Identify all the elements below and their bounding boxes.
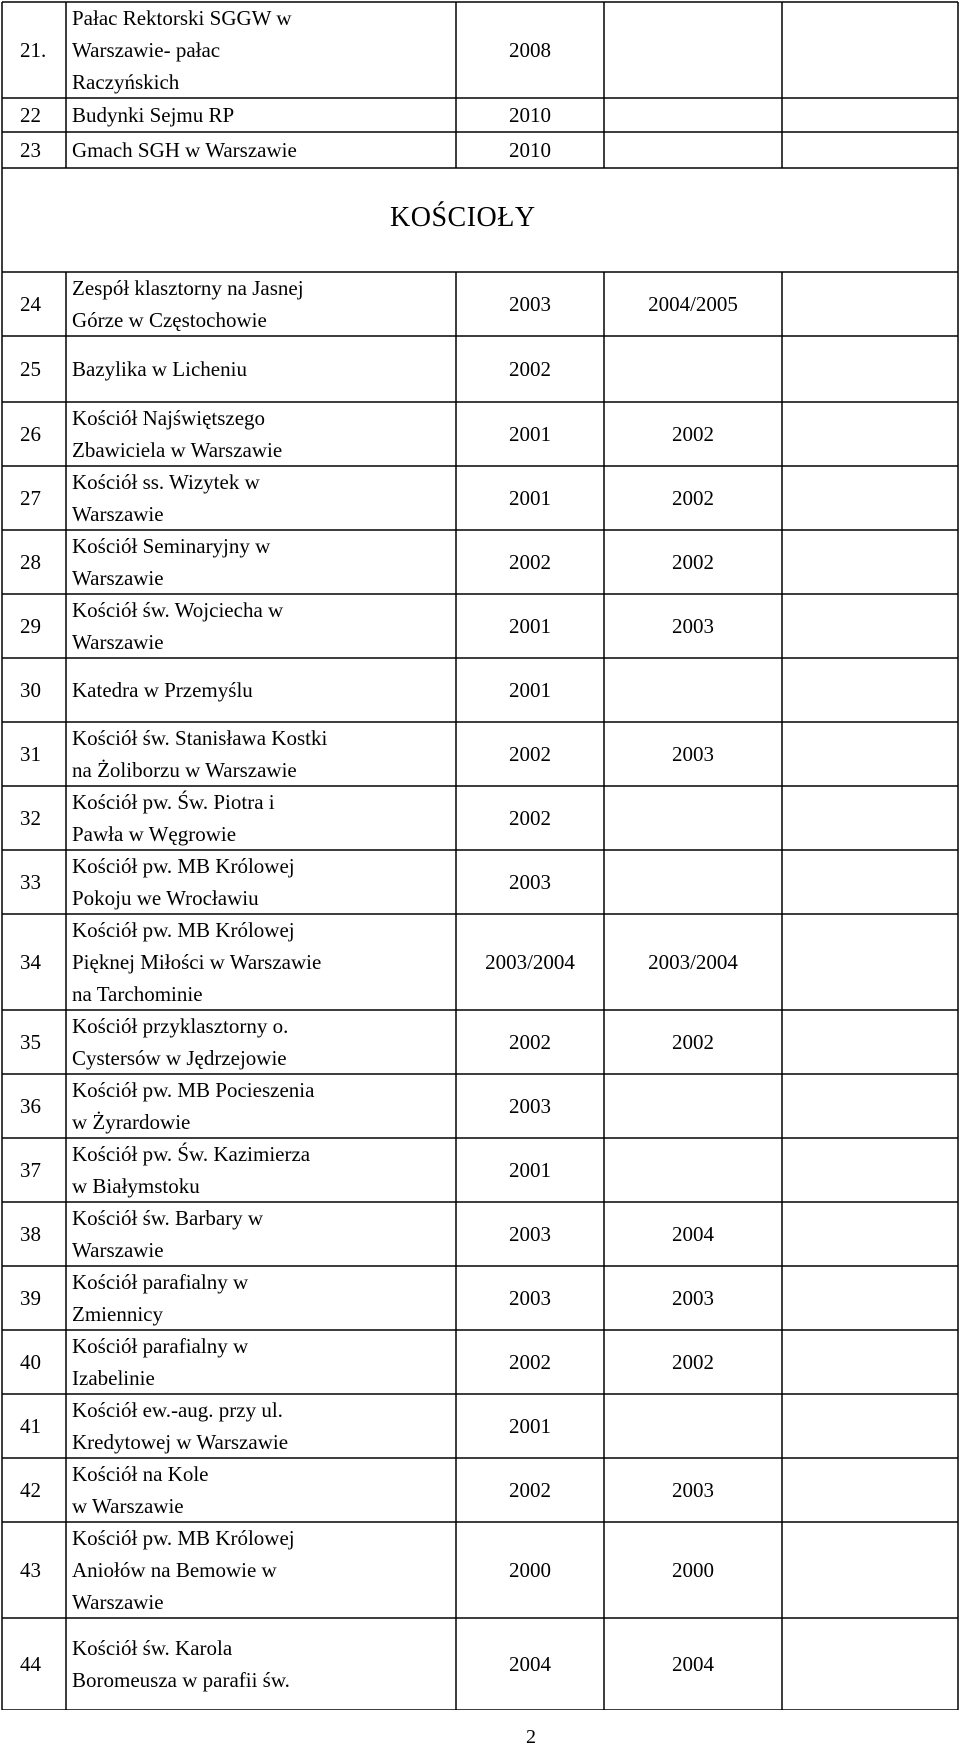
row-number: 28 — [20, 550, 41, 574]
row-year-1: 2001 — [509, 1414, 551, 1438]
row-number: 36 — [20, 1094, 41, 1118]
row-year-1: 2002 — [509, 1350, 551, 1374]
row-year-1: 2002 — [509, 357, 551, 381]
table-row — [0, 1618, 960, 1710]
row-number: 26 — [20, 422, 41, 446]
row-number: 43 — [20, 1558, 41, 1582]
table-row — [0, 1074, 960, 1138]
row-year-1: 2002 — [509, 550, 551, 574]
row-name: Kościół pw. MB Królowej Pokoju we Wrocławiu — [72, 854, 295, 910]
section-heading-koscioly: KOŚCIOŁY — [390, 202, 536, 233]
table-row — [0, 98, 960, 132]
row-year-1: 2002 — [509, 1478, 551, 1502]
row-year-2: 2003 — [672, 742, 714, 766]
table-row — [0, 1266, 960, 1330]
row-name: Gmach SGH w Warszawie — [72, 138, 297, 162]
row-year-2 — [604, 1394, 782, 1458]
row-year-1: 2003 — [509, 1286, 551, 1310]
table-row — [0, 1330, 960, 1394]
table-row — [0, 530, 960, 594]
table-row — [0, 1522, 960, 1618]
row-name: Kościół parafialny w Izabelinie — [72, 1334, 249, 1390]
row-name: Katedra w Przemyślu — [72, 678, 253, 702]
table-row — [0, 272, 960, 336]
row-year-2 — [604, 786, 782, 850]
table-row — [0, 1394, 960, 1458]
row-year-1: 2000 — [509, 1558, 551, 1582]
row-year-1: 2001 — [509, 678, 551, 702]
row-year-2: 2004 — [672, 1222, 714, 1246]
row-name: Kościół pw. Św. Kazimierza w Białymstoku — [72, 1142, 311, 1198]
row-number: 22 — [20, 103, 41, 127]
table-row — [0, 466, 960, 530]
table-row — [0, 658, 960, 722]
table-row — [0, 1138, 960, 1202]
row-year-1: 2001 — [509, 422, 551, 446]
row-year-2 — [604, 850, 782, 914]
row-year-2: 2003 — [672, 1286, 714, 1310]
row-number: 29 — [20, 614, 41, 638]
row-name: Zespół klasztorny na Jasnej Górze w Częstochowie — [72, 276, 304, 332]
row-year-2 — [604, 658, 782, 722]
table-row — [0, 1202, 960, 1266]
row-number: 39 — [20, 1286, 41, 1310]
row-number: 25 — [20, 357, 41, 381]
row-year-1: 2001 — [509, 1158, 551, 1182]
row-year-2: 2002 — [672, 1350, 714, 1374]
row-year-2 — [604, 336, 782, 402]
table-row — [0, 132, 960, 168]
row-year-2: 2000 — [672, 1558, 714, 1582]
row-number: 40 — [20, 1350, 41, 1374]
row-year-2 — [604, 2, 782, 98]
row-year-1: 2003 — [509, 870, 551, 894]
row-number: 33 — [20, 870, 41, 894]
table-row — [0, 336, 960, 402]
row-year-2: 2002 — [672, 550, 714, 574]
row-year-2 — [604, 132, 782, 168]
row-number: 21. — [20, 38, 47, 62]
row-name: Kościół na Kole w Warszawie — [72, 1462, 209, 1518]
row-number: 30 — [20, 678, 41, 702]
row-name: Kościół św. Karola Boromeusza w parafii św. — [72, 1636, 290, 1692]
row-year-1: 2003/2004 — [485, 950, 575, 974]
row-name: Kościół Najświętszego Zbawiciela w Warszawie — [72, 406, 283, 462]
row-year-2: 2004 — [672, 1652, 714, 1676]
table-row — [0, 1010, 960, 1074]
row-year-2: 2004/2005 — [648, 292, 738, 316]
row-year-1: 2004 — [509, 1652, 551, 1676]
row-year-2 — [604, 1138, 782, 1202]
row-name: Kościół pw. Św. Piotra i Pawła w Węgrowie — [72, 790, 275, 846]
row-number: 42 — [20, 1478, 41, 1502]
row-year-1: 2001 — [509, 486, 551, 510]
table-row — [0, 850, 960, 914]
table-row — [0, 786, 960, 850]
row-number: 24 — [20, 292, 41, 316]
row-name: Kościół pw. MB Królowej Aniołów na Bemowie w Warszawie — [72, 1526, 295, 1614]
row-year-2: 2003 — [672, 1478, 714, 1502]
row-number: 37 — [20, 1158, 41, 1182]
row-year-1: 2010 — [509, 103, 551, 127]
row-year-1: 2002 — [509, 806, 551, 830]
row-number: 41 — [20, 1414, 41, 1438]
row-name: Kościół ss. Wizytek w Warszawie — [72, 470, 260, 526]
row-number: 31 — [20, 742, 41, 766]
row-year-1: 2002 — [509, 1030, 551, 1054]
row-name: Kościół ew.-aug. przy ul. Kredytowej w Warszawie — [72, 1398, 289, 1454]
row-year-2: 2002 — [672, 486, 714, 510]
row-year-2 — [604, 98, 782, 132]
row-name: Pałac Rektorski SGGW w Warszawie- pałac Raczyńskich — [72, 6, 292, 94]
table-row — [0, 2, 960, 98]
row-number: 34 — [20, 950, 41, 974]
row-year-1: 2001 — [509, 614, 551, 638]
row-year-2: 2003 — [672, 614, 714, 638]
table-row — [0, 594, 960, 658]
row-name: Kościół Seminaryjny w Warszawie — [72, 534, 271, 590]
row-name: Kościół parafialny w Zmiennicy — [72, 1270, 249, 1326]
row-year-1: 2008 — [509, 38, 551, 62]
row-year-2: 2002 — [672, 422, 714, 446]
row-number: 35 — [20, 1030, 41, 1054]
row-name: Kościół pw. MB Królowej Pięknej Miłości w Warszawie na Tarchominie — [72, 918, 322, 1006]
table-row — [0, 914, 960, 1010]
row-year-1: 2003 — [509, 1222, 551, 1246]
row-year-1: 2002 — [509, 742, 551, 766]
table-row — [0, 1458, 960, 1522]
row-number: 32 — [20, 806, 41, 830]
table-row — [0, 722, 960, 786]
row-number: 27 — [20, 486, 41, 510]
page-number: 2 — [526, 1726, 536, 1748]
row-name: Kościół św. Barbary w Warszawie — [72, 1206, 264, 1262]
row-year-2: 2002 — [672, 1030, 714, 1054]
row-name: Budynki Sejmu RP — [72, 103, 235, 127]
table-row — [0, 402, 960, 466]
row-number: 38 — [20, 1222, 41, 1246]
row-name: Kościół przyklasztorny o. Cystersów w Jędrzejowie — [72, 1014, 289, 1070]
row-name: Bazylika w Licheniu — [72, 357, 247, 381]
row-year-2: 2003/2004 — [648, 950, 738, 974]
row-year-1: 2003 — [509, 292, 551, 316]
row-number: 44 — [20, 1652, 41, 1676]
row-year-1: 2003 — [509, 1094, 551, 1118]
row-name: Kościół św. Wojciecha w Warszawie — [72, 598, 284, 654]
row-name: Kościół pw. MB Pocieszenia w Żyrardowie — [72, 1078, 315, 1134]
row-year-2 — [604, 1074, 782, 1138]
row-year-1: 2010 — [509, 138, 551, 162]
row-number: 23 — [20, 138, 41, 162]
row-name: Kościół św. Stanisława Kostki na Żoliborzu w Warszawie — [72, 726, 328, 782]
